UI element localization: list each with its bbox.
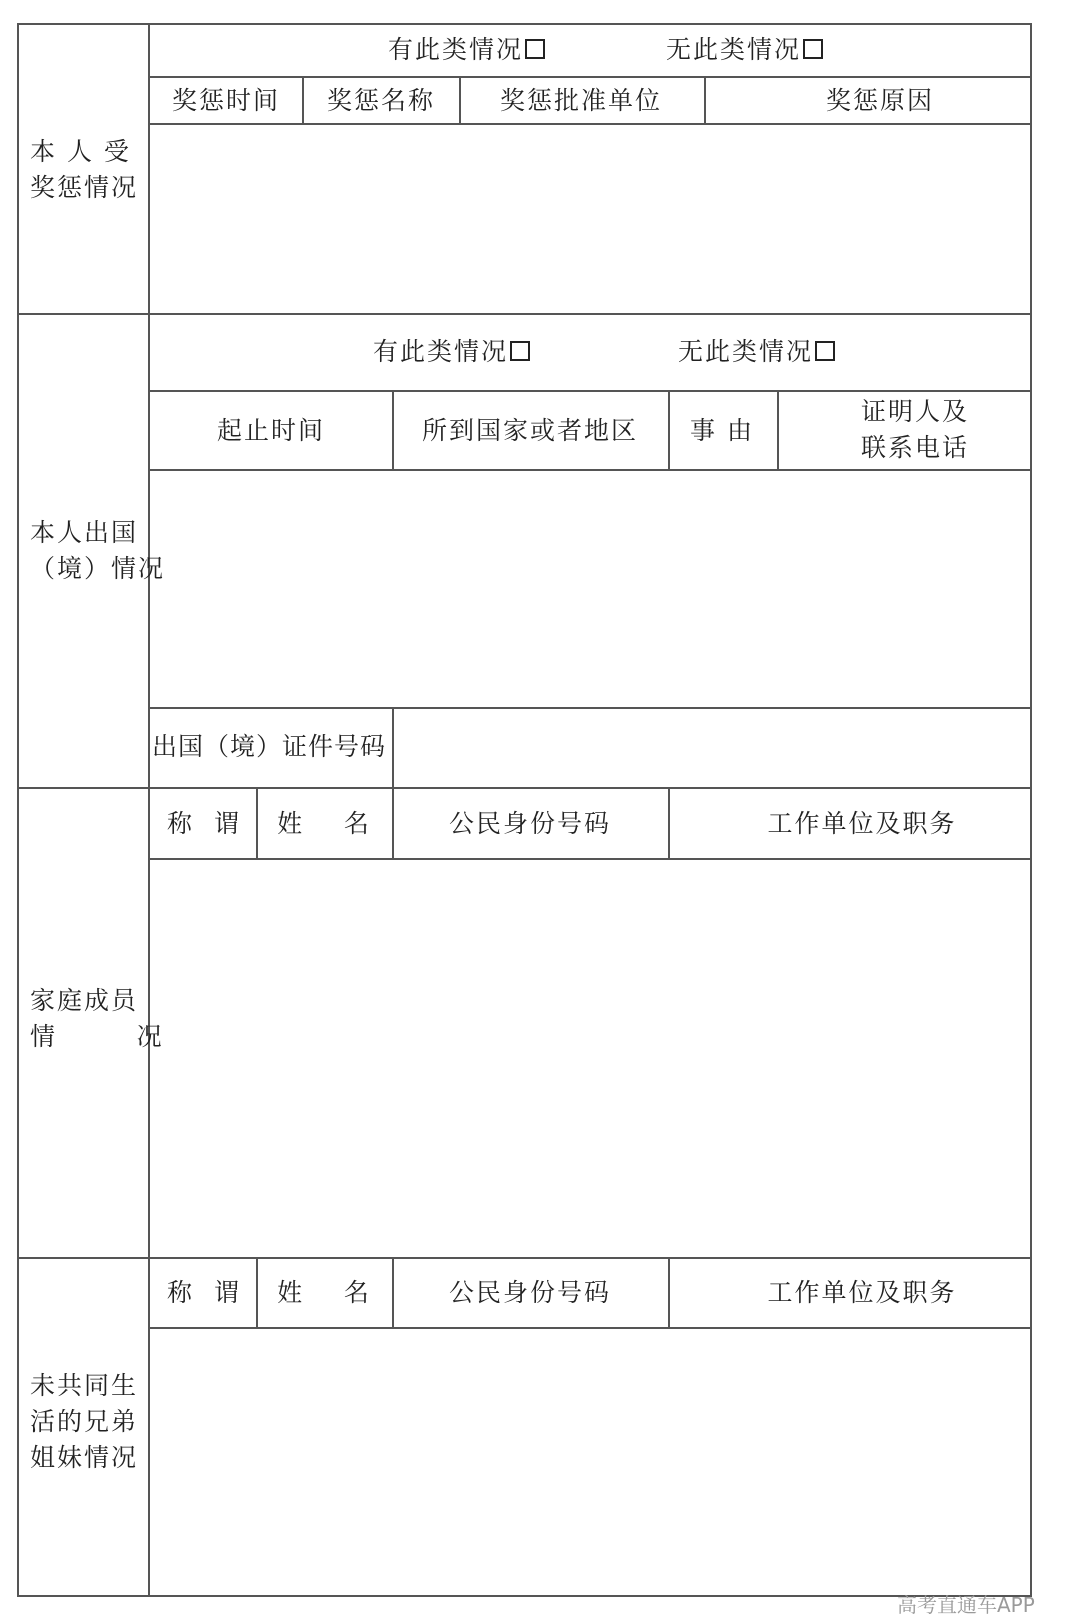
abroad-section-label: 本人出国 （境）情况 — [30, 518, 166, 583]
awards-none-option[interactable]: 无此类情况 — [666, 32, 823, 68]
siblings-header-row-bottom — [148, 1327, 1032, 1329]
checkbox-icon[interactable] — [815, 341, 835, 361]
abroad-header-row-bottom — [148, 469, 1032, 471]
siblings-col-divider — [392, 1257, 394, 1328]
abroad-header-destination: 所到国家或者地区 — [421, 416, 639, 445]
abroad-col-divider — [668, 390, 670, 470]
border-bottom — [17, 1595, 1032, 1597]
family-header-id: 公民身份号码 — [448, 809, 612, 838]
abroad-header-witness: 证明人及 联系电话 — [860, 397, 970, 462]
siblings-header-relation: 称 谓 — [167, 1278, 241, 1307]
section-divider-1 — [17, 313, 1032, 315]
family-col-divider — [668, 787, 670, 859]
abroad-header-period: 起止时间 — [216, 416, 326, 445]
family-header-row-bottom — [148, 858, 1032, 860]
awards-header-name: 奖惩名称 — [326, 86, 436, 115]
awards-col-divider — [459, 76, 461, 124]
siblings-col-divider — [256, 1257, 258, 1328]
family-header-name: 姓 名 — [277, 809, 371, 838]
abroad-option-row-bottom — [148, 390, 1032, 392]
abroad-passport-divider — [392, 707, 394, 788]
siblings-header-employer: 工作单位及职务 — [767, 1278, 957, 1307]
abroad-none-option[interactable]: 无此类情况 — [678, 334, 835, 370]
section-divider-2 — [17, 787, 1032, 789]
family-col-divider — [392, 787, 394, 859]
abroad-header-reason: 事 由 — [690, 416, 754, 445]
awards-header-row-bottom — [148, 123, 1032, 125]
awards-col-divider — [302, 76, 304, 124]
awards-header-time: 奖惩时间 — [171, 86, 281, 115]
checkbox-icon[interactable] — [510, 341, 530, 361]
family-section-label: 家庭成员 情 况 — [30, 986, 164, 1051]
checkbox-icon[interactable] — [803, 39, 823, 59]
awards-header-reason: 奖惩原因 — [825, 86, 935, 115]
abroad-col-divider — [777, 390, 779, 470]
siblings-col-divider — [668, 1257, 670, 1328]
abroad-col-divider — [392, 390, 394, 470]
label-column-divider — [148, 23, 150, 1597]
checkbox-icon[interactable] — [525, 39, 545, 59]
abroad-passport-row-top — [148, 707, 1032, 709]
awards-option-row-bottom — [148, 76, 1032, 78]
family-col-divider — [256, 787, 258, 859]
abroad-passport-label: 出国（境）证件号码 — [152, 732, 387, 761]
awards-col-divider — [704, 76, 706, 124]
awards-has-option[interactable]: 有此类情况 — [388, 32, 545, 68]
family-header-employer: 工作单位及职务 — [767, 809, 957, 838]
siblings-section-label: 未共同生 活的兄弟 姐妹情况 — [30, 1371, 139, 1472]
siblings-header-id: 公民身份号码 — [448, 1278, 612, 1307]
watermark: 高考直通车APP — [897, 1593, 1035, 1617]
siblings-header-name: 姓 名 — [277, 1278, 371, 1307]
border-right — [1030, 23, 1032, 1597]
family-header-relation: 称 谓 — [167, 809, 241, 838]
awards-header-approver: 奖惩批准单位 — [499, 86, 663, 115]
abroad-has-option[interactable]: 有此类情况 — [373, 334, 530, 370]
border-top — [17, 23, 1032, 25]
awards-section-label: 本 人 受 奖惩情况 — [30, 137, 139, 202]
section-divider-3 — [17, 1257, 1032, 1259]
border-left — [17, 23, 19, 1597]
